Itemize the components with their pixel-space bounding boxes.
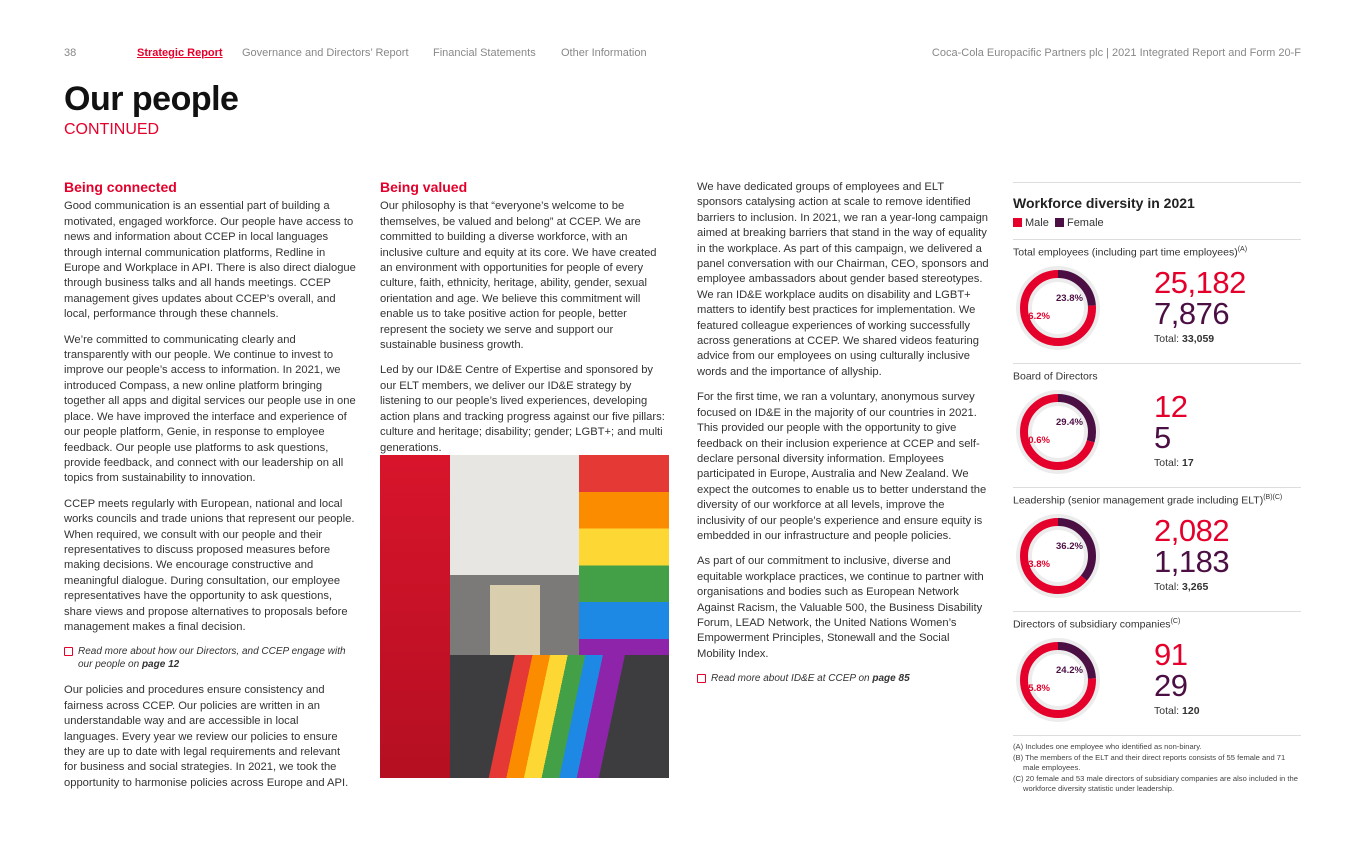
paragraph: Good communication is an essential part of building a motivated, engaged workforce. Our people have access to news and information about CCEP in local languages through internal communication platforms, Redline in Europe and Workplace in API. There is also direct dialogue through business talks and all hands meetings. CCEP management gives updates about CCEP’s overall, and local, performance through these channels. [64,200,356,321]
male-pct-label: 63.8% [1023,559,1050,570]
diversity-group [1013,363,1301,487]
section-heading: Being valued [380,179,468,195]
female-count: 7,876 [1154,296,1230,331]
footnotes [1013,742,1301,795]
rainbow-corridor-photo [380,455,669,778]
nav-other-information[interactable]: Other Information [561,47,647,59]
nav-governance[interactable]: Governance and Directors’ Report [242,47,409,59]
nav-strategic-report[interactable]: Strategic Report [137,47,223,59]
female-count: 5 [1154,420,1171,455]
paragraph: CCEP meets regularly with European, national and local works councils and trade unions that represent our people. When required, we consult with our people and their representatives to discuss proposed measures before making decisions. We encourage constructive and meaningful dialogue. During consultation, our employee representatives have the opportunity to ask questions, share views and propose alternatives to proposals before management makes a final decision. [64,497,355,633]
paragraph: Our policies and procedures ensure consistency and fairness across CCEP. Our policies are written in an understandable way and are accessible in local languages. Every year we review our policies to ensure they are up to date with legal requirements and relevant for business and social strategies. In 2021, we took the opportunity to harmonise policies across Europe and API. [64,684,349,789]
paragraph: Our philosophy is that “everyone’s welcome to be themselves, be valued and belong” at CCEP. We are committed to building a diverse workforce, with an inclusive culture and equity at its core. We have created an environment with opportunities for people of every culture, faith, ethnicity, heritage, ability, gender, sexual orientation and age. We believe this commitment will enable us to take positive action for people, better represent the society we serve and support our sustainable business growth. [380,200,657,352]
paragraph: As part of our commitment to inclusive, diverse and equitable workplace practices, we continue to partner with organisations and bodies such as European Network Against Racism, the Valuable 500, the Business Disability Forum, LEAD Network, the United Nations Women’s Empowerment Principles, Stonewall and the Social Mobility Index. [697,555,984,660]
chart-title: Workforce diversity in 2021 [1013,195,1195,211]
female-pct-label: 24.2% [1056,665,1083,676]
group-label: Total employees (including part time employees)$^{(A)}$ [1013,246,1248,259]
being-connected-column [64,180,356,801]
male-count: 25,182 [1154,265,1246,300]
footnote: (B) The members of the ELT and their direct reports consists of 55 female and 71 male employees. [1013,752,1286,773]
legend [1013,217,1301,229]
total: Total: 3,265 [1154,581,1209,593]
donut-chart [1013,387,1103,477]
diversity-group [1013,611,1301,735]
donut-chart [1013,511,1103,601]
section-heading: Being connected [64,179,177,195]
male-count: 91 [1154,637,1188,672]
top-nav [64,47,1301,63]
group-label: Directors of subsidiary companies$^{(C)}$ [1013,618,1181,631]
female-pct-label: 29.4% [1056,417,1083,428]
page-subtitle: CONTINUED [64,121,160,138]
female-swatch [1055,218,1064,227]
total: Total: 33,059 [1154,333,1215,345]
read-more-link[interactable]: Read more about how our Directors, and CCEP engage with our people on page 12 [64,645,356,671]
workforce-diversity-panel [1013,182,1301,795]
male-pct-label: 75.8% [1023,683,1050,694]
paragraph: Led by our ID&E Centre of Expertise and sponsored by our ELT members, we deliver our ID&E strategy by listening to our people’s lived experiences, developing action plans and tracking progress against our five pillars: culture and heritage; disability; gender; LGBT+; and multi generations. [380,364,665,454]
group-label: Board of Directors [1013,370,1098,383]
donut-chart [1013,263,1103,353]
female-pct-label: 36.2% [1056,541,1083,552]
diversity-group [1013,239,1301,363]
legend-female: Female [1066,217,1104,229]
male-swatch [1013,218,1022,227]
footnote: (A) Includes one employee who identified as non-binary. [1013,742,1202,751]
male-pct-label: 76.2% [1023,311,1050,322]
group-label: Leadership (senior management grade including ELT)$^{(B)(C)}$ [1013,494,1283,507]
legend-male: Male [1025,217,1049,229]
diversity-group [1013,487,1301,611]
page-title: Our people [64,80,239,118]
paragraph: We have dedicated groups of employees and ELT sponsors catalysing action at scale to remove identified barriers to inclusion. In 2021, we ran a year-long campaign aimed at breaking barriers that stand in the way of equality in the workplace. As part of this campaign, we delivered a panel conversation with our Chairman, CEO, sponsors and employee ambassadors about gender based stereotypes. We ran ID&E workplace audits on disability and LGBT+ matters to identify best practices for implementation. We featured colleague experiences of working successfully across generations at CCEP. We shared videos featuring advice from our employees on using culturally inclusive words and the importance of allyship. [697,181,989,378]
link-icon [697,674,706,683]
female-count: 29 [1154,668,1188,703]
footnote: (C) 20 female and 53 male directors of subsidiary companies are also included in the workforce diversity statistic under leadership. [1013,773,1298,794]
nav-financial-statements[interactable]: Financial Statements [433,47,536,59]
publication-title: Coca-Cola Europacific Partners plc | 2021 Integrated Report and Form 20-F [931,47,1301,59]
read-more-link[interactable]: Read more about ID&E at CCEP on page 85 [697,672,989,685]
diversity-text-column [697,180,989,697]
total: Total: 17 [1154,457,1194,469]
link-icon [64,647,73,656]
female-count: 1,183 [1154,544,1230,579]
total: Total: 120 [1154,705,1200,717]
being-valued-column [380,180,672,466]
male-count: 2,082 [1154,513,1230,548]
donut-chart [1013,635,1103,725]
male-pct-label: 70.6% [1023,435,1050,446]
paragraph: For the first time, we ran a voluntary, anonymous survey focused on ID&E in the majority of our countries in 2021. This provided our people with the opportunity to give feedback on their inclusion experience at CCEP and self-declare personal diversity information. Employees participated in Europe, Australia and New Zealand. We expect the outcomes to enable us to better understand the diversity of our workforce at all levels, improve the inclusivity of our people’s experience and ensure equity is embedded in our infrastructure and people policies. [697,391,987,542]
paragraph: We’re committed to communicating clearly and transparently with our people. We continue to invest to improve our people’s access to information. In 2021, we introduced Compass, a new online platform bringing together all apps and digital services our people use in one place. We have improved the interface and experience of our people platform, Genie, in response to employee feedback. Our people use platforms to ask questions, provide feedback, and connect with our leadership on all topics from sustainability to innovation. [64,333,356,485]
female-pct-label: 23.8% [1056,293,1083,304]
page-number: 38 [64,47,77,59]
male-count: 12 [1154,389,1188,424]
